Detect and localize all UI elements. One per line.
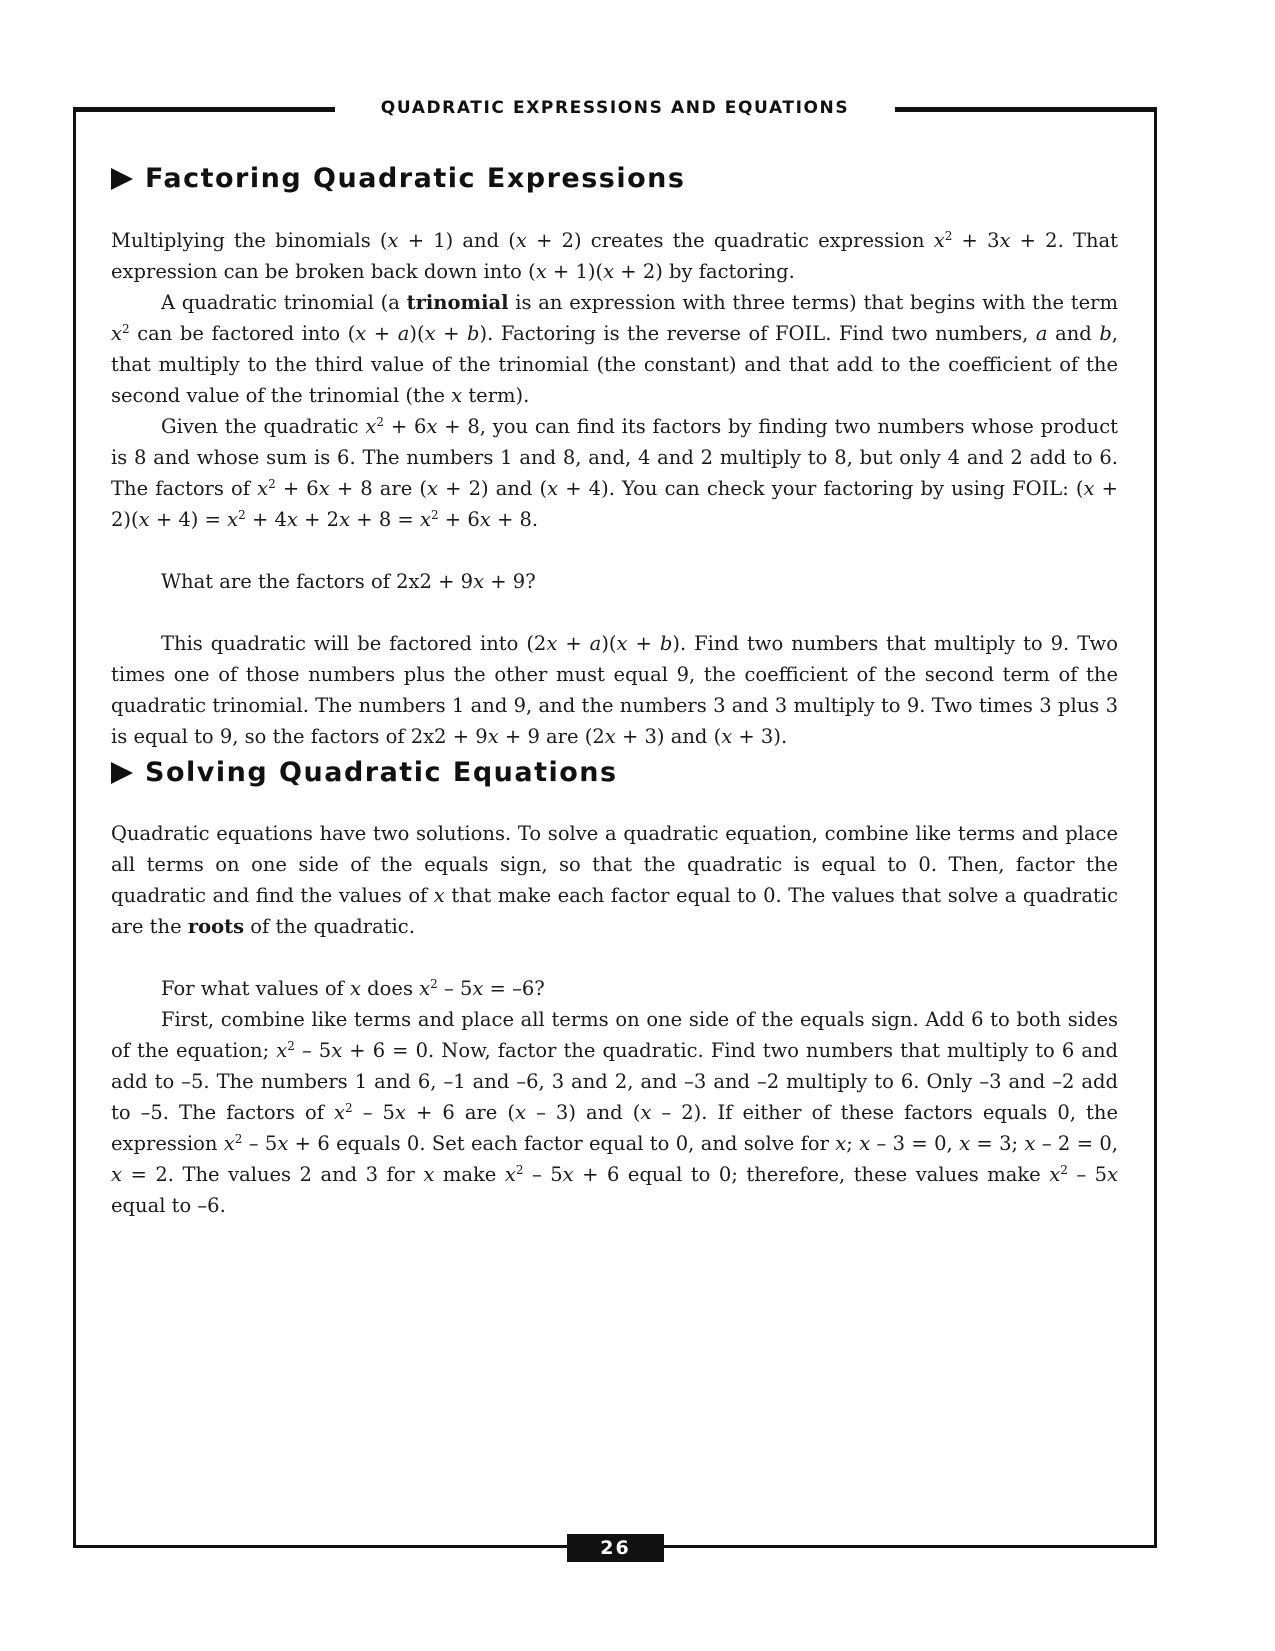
right-triangle-arrow-icon (111, 168, 133, 190)
section-body-factoring (111, 225, 1118, 752)
section-heading-solving (111, 757, 618, 788)
example-question: For what values of x does $x^2 - 5x = -6$? (161, 977, 545, 1000)
section-body-solving (111, 818, 1118, 1221)
right-triangle-arrow-icon (111, 762, 133, 784)
paragraph: Multiplying the binomials (x + 1) and (x + 2) creates the quadratic expression $x^2 + 3x + 2$. That expression can be broken back down into (x + 1)(x + 2) by factoring. (111, 229, 1118, 283)
running-head: QUADRATIC EXPRESSIONS AND EQUATIONS (380, 98, 850, 118)
example-question: What are the factors of 2x2 + 9x + 9? (161, 570, 536, 593)
section-heading-factoring (111, 163, 685, 194)
paragraph: First, combine like terms and place all terms on one side of the equals sign. Add 6 to both sides of the equation; $x^2 - 5x + 6 = 0$. Now, factor the quadratic. Find two numbers that multiply to 6 and add to –5. The numbers 1 and 6, –1 and –6, 3 and 2, and –3 and –2 multiply to 6. Only –3 and –2 add to –5. The factors of $x^2 - 5x + 6$ are (x – 3) and (x – 2). If either of these factors equals 0, the expression $x^2 - 5x + 6$ equals 0. Set each factor equal to 0, and solve for x; x – 3 = 0, x = 3; x – 2 = 0, x = 2. The values 2 and 3 for x make $x^2 - 5x + 6$ equal to 0; therefore, these values make $x^2 - 5x$ equal to –6. (111, 1008, 1118, 1217)
section-heading-text: Solving Quadratic Equations (145, 757, 618, 788)
paragraph: Given the quadratic $x^2 + 6x + 8$, you can find its factors by finding two numbers whose product is 8 and whose sum is 6. The numbers 1 and 8, and, 4 and 2 multiply to 8, but only 4 and 2 add to 6. The factors of $x^2 + 6x + 8$ are (x + 2) and (x + 4). You can check your factoring by using FOIL: $(x + 2)(x + 4) = x^2 + 4x + 2x + 8 = x^2 + 6x + 8$. (111, 415, 1119, 531)
running-head-rule-left (73, 107, 335, 112)
paragraph: A quadratic trinomial (a trinomial is an expression with three terms) that begins with the term $x^2$ can be factored into (x + a)(x + b). Factoring is the reverse of FOIL. Find two numbers, a and b, that multiply to the third value of the trinomial (the constant) and that add to the coefficient of the second value of the trinomial (the x term). (111, 291, 1118, 407)
paragraph: This quadratic will be factored into (2x + a)(x + b). Find two numbers that multiply to 9. Two times one of those numbers plus the other must equal 9, the coefficient of the second term of the quadratic trinomial. The numbers 1 and 9, and the numbers 3 and 3 multiply to 9. Two times 3 plus 3 is equal to 9, so the factors of 2x2 + 9x + 9 are (2x + 3) and (x + 3). (111, 632, 1118, 748)
page-number: 26 (567, 1534, 664, 1562)
paragraph: Quadratic equations have two solutions. To solve a quadratic equation, combine like terms and place all terms on one side of the equals sign, so that the quadratic is equal to 0. Then, factor the quadratic and find the values of x that make each factor equal to 0. The values that solve a quadratic are the roots of the quadratic. (111, 822, 1119, 938)
section-heading-text: Factoring Quadratic Expressions (145, 163, 686, 194)
running-head-rule-right (895, 107, 1157, 112)
